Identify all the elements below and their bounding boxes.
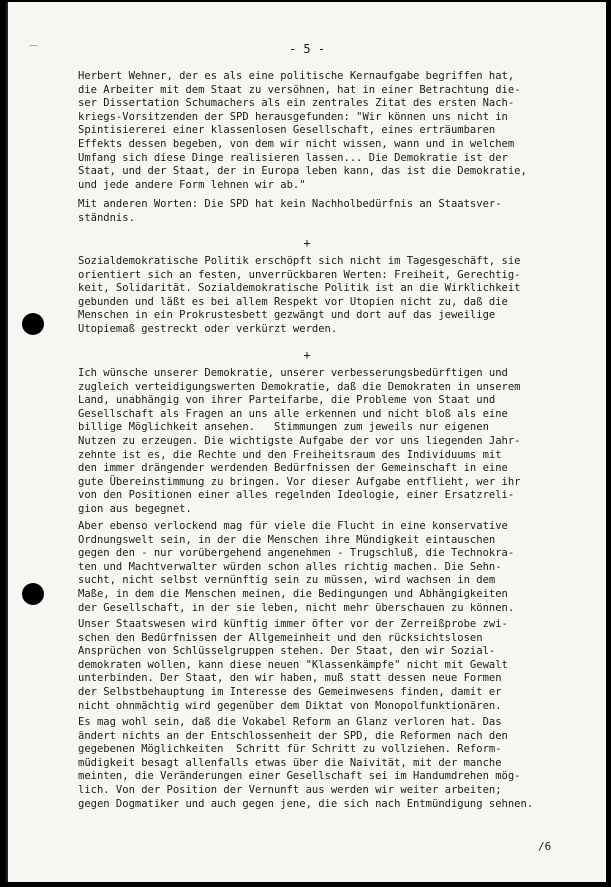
text-line: schen den Bedürfnissen der Allgemeinheit und den rücksichtslosen: [78, 631, 483, 644]
text-line: gion aus begegnet.: [78, 502, 192, 515]
text-line: ten und Machtverwalter würden schon alles richtig machen. Die Sehn-: [78, 560, 502, 573]
text-line: zugleich verteidigungswerten Demokratie, daß die Demokraten in unserem: [78, 380, 521, 393]
paragraph-flucht: [78, 520, 598, 615]
section-separator: +: [303, 236, 311, 250]
text-line: Nutzen zu erzeugen. Die wichtigste Aufgabe der vor uns liegenden Jahr-: [78, 434, 521, 447]
text-line: Herbert Wehner, der es als eine politische Kernaufgabe begriffen hat,: [78, 70, 515, 82]
text-line: meinten, die Veränderungen einer Gesellschaft sei im Handumdrehen mög-: [78, 770, 521, 783]
text-line: gebunden und läßt es bei allem Respekt vor Utopien nicht zu, daß die: [78, 295, 508, 308]
text-line: Menschen in ein Prokrustesbett gezwängt und dort auf das jeweilige: [78, 309, 496, 322]
text-line: Ansprüchen von Schlüsselgruppen stehen. Der Staat, den wir Sozial-: [78, 645, 496, 658]
text-line: Land, unabhängig von ihrer Parteifarbe, die Probleme von Staat und: [78, 394, 496, 407]
punch-hole: [22, 313, 44, 335]
text-line: Sozialdemokratische Politik erschöpft sich nicht im Tagesgeschäft, sie: [78, 255, 521, 267]
text-line: ser Dissertation Schumachers als ein zentrales Zitat des ersten Nach-: [78, 97, 515, 110]
continuation-marker: /6: [538, 840, 552, 853]
text-line: ändert nichts an der Entschlossenheit der SPD, die Reformen nach den: [78, 729, 508, 742]
document-page: [6, 2, 606, 882]
text-line: Spintisiererei einer klassenlosen Gesellschaft, eines erträumbaren: [78, 124, 496, 137]
text-line: lich. Von der Position der Vernunft aus werden wir weiter arbeiten;: [78, 783, 502, 796]
text-line: den immer drängender werdenden Bedürfnissen der Gemeinschaft in eine: [78, 462, 508, 475]
text-line: gegen Dogmatiker und auch gegen jene, die sich nach Entmündigung sehnen.: [78, 797, 534, 810]
paragraph-demokratie-wunsch: [78, 367, 598, 517]
text-line: demokraten wollen, kann diese neuen "Klassenkämpfe" nicht mit Gewalt: [78, 658, 508, 671]
text-line: Unser Staatswesen wird künftig immer öfter vor der Zerreißprobe zwi-: [78, 618, 508, 630]
text-line: Aber ebenso verlockend mag für viele die Flucht in eine konservative: [78, 520, 508, 532]
text-line: ständnis.: [78, 211, 135, 224]
corner-mark: ⁀: [30, 46, 38, 56]
text-line: Gesellschaft als Fragen an uns alle erkennen und nicht bloß als eine: [78, 407, 508, 420]
text-line: zehnte ist es, die Rechte und den Freiheitsraum des Individuums mit: [78, 448, 502, 461]
text-line: gegebenen Möglichkeiten Schritt für Schritt zu vollziehen. Reform-: [78, 743, 502, 756]
text-line: sucht, nicht selbst vernünftig sein zu müssen, wird wachsen in dem: [78, 574, 496, 587]
text-line: keit, Solidarität. Sozialdemokratische Politik ist an die Wirklichkeit: [78, 282, 521, 295]
paragraph-sozialdemokratische-politik: [78, 255, 598, 337]
text-line: Effekts dessen begeben, von dem wir nicht wissen, wann und in welchem: [78, 137, 515, 150]
text-line: müdigkeit besagt allenfalls etwas über die Naivität, mit der manche: [78, 756, 502, 769]
text-line: der Selbstbehauptung im Interesse des Gemeinwesens finden, damit er: [78, 685, 502, 698]
paragraph-reform: [78, 716, 598, 811]
paragraph-staatswesen: [78, 618, 598, 713]
text-line: Maße, in dem die Menschen meinen, die Bedingungen und Abhängigkeiten: [78, 587, 508, 600]
text-line: Umfang sich diese Dinge realisieren lassen... Die Demokratie ist der: [78, 151, 508, 164]
text-line: Utopiemaß gestreckt oder verkürzt werden.: [78, 322, 338, 335]
punch-hole: [22, 583, 44, 605]
text-line: Mit anderen Worten: Die SPD hat kein Nachholbedürfnis an Staatsver-: [78, 198, 502, 210]
text-line: der Gesellschaft, in der sie leben, nicht mehr überschauen zu können.: [78, 601, 515, 614]
text-line: unterbinden. Der Staat, den wir haben, muß statt dessen neue Formen: [78, 672, 502, 685]
section-separator: +: [303, 348, 311, 362]
text-line: nicht ohnmächtig wird gegenüber dem Diktat von Monopolfunktionären.: [78, 699, 502, 712]
page-number: - 5 -: [288, 42, 326, 56]
text-line: Es mag wohl sein, daß die Vokabel Reform an Glanz verloren hat. Das: [78, 716, 502, 728]
text-line: und jede andere Form lehnen wir ab.": [78, 178, 306, 191]
paragraph-mit-anderen-worten: [78, 198, 598, 225]
text-line: orientiert sich an festen, unverrückbaren Werten: Freiheit, Gerechtig-: [78, 268, 521, 281]
text-line: die Arbeiter mit dem Staat zu versöhnen, hat in einer Betrachtung die-: [78, 83, 521, 96]
text-line: gegen den - nur vorübergehend angenehmen - Trugschluß, die Technokra-: [78, 547, 515, 560]
text-line: Ordnungswelt sein, in der die Menschen ihre Mündigkeit eintauschen: [78, 533, 496, 546]
paragraph-wehner: [78, 70, 598, 192]
text-line: Ich wünsche unserer Demokratie, unserer verbesserungsbedürftigen und: [78, 367, 508, 379]
text-line: billige Möglichkeit ansehen. Stimmungen zum jeweils nur eigenen: [78, 421, 489, 434]
text-line: kriegs-Vorsitzenden der SPD herausgefunden: "Wir können uns nicht in: [78, 110, 508, 123]
text-line: von den Positionen einer alles regelnden Ideologie, einer Ersatzreli-: [78, 489, 515, 502]
text-line: gute Übereinstimmung zu bringen. Vor dieser Aufgabe entflieht, wer ihr: [78, 475, 521, 488]
text-line: Staat, und der Staat, der in Europa leben kann, das ist die Demokratie,: [78, 165, 527, 178]
